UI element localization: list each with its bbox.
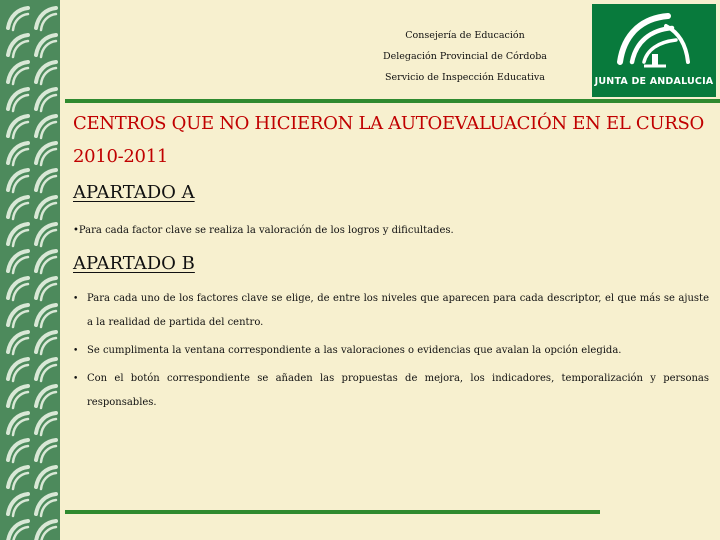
bullet-icon: •	[73, 225, 79, 236]
decorative-side-band	[0, 0, 60, 540]
logo-text: JUNTA DE ANDALUCIA	[594, 76, 714, 87]
institution-header	[330, 25, 600, 88]
apartado-a-text	[73, 222, 713, 240]
header-line-1: Consejería de Educación	[405, 30, 525, 41]
page-title: CENTROS QUE NO HICIERON LA AUTOEVALUACIÓN EN EL CURSO 2010-2011	[73, 113, 704, 167]
list-item	[73, 287, 709, 335]
apartado-a-heading: APARTADO A	[73, 182, 195, 203]
list-item	[73, 367, 709, 415]
pattern-icon	[0, 0, 60, 540]
junta-logo-icon	[592, 4, 716, 74]
apartado-b-list	[73, 287, 709, 419]
bottom-divider	[65, 510, 600, 514]
apartado-a-body: Para cada factor clave se realiza la valoración de los logros y dificultades.	[78, 225, 454, 236]
junta-logo	[592, 4, 716, 97]
bullet-icon: •	[73, 294, 79, 304]
list-item-text: Para cada uno de los factores clave se elige, de entre los niveles que aparecen para cada descriptor, el que más se ajuste a la realidad de partida del centro.	[87, 293, 709, 328]
header-line-2: Delegación Provincial de Córdoba	[383, 51, 547, 62]
list-item-text: Con el botón correspondiente se añaden las propuestas de mejora, los indicadores, temporalización y personas responsables.	[87, 373, 709, 408]
header-line-3: Servicio de Inspección Educativa	[385, 72, 545, 83]
top-divider	[65, 99, 720, 103]
bullet-icon: •	[73, 346, 79, 356]
bullet-icon: •	[73, 374, 79, 384]
list-item	[73, 339, 709, 363]
apartado-b-heading: APARTADO B	[73, 253, 195, 274]
list-item-text: Se cumplimenta la ventana correspondiente a las valoraciones o evidencias que avalan la opción elegida.	[87, 345, 622, 356]
